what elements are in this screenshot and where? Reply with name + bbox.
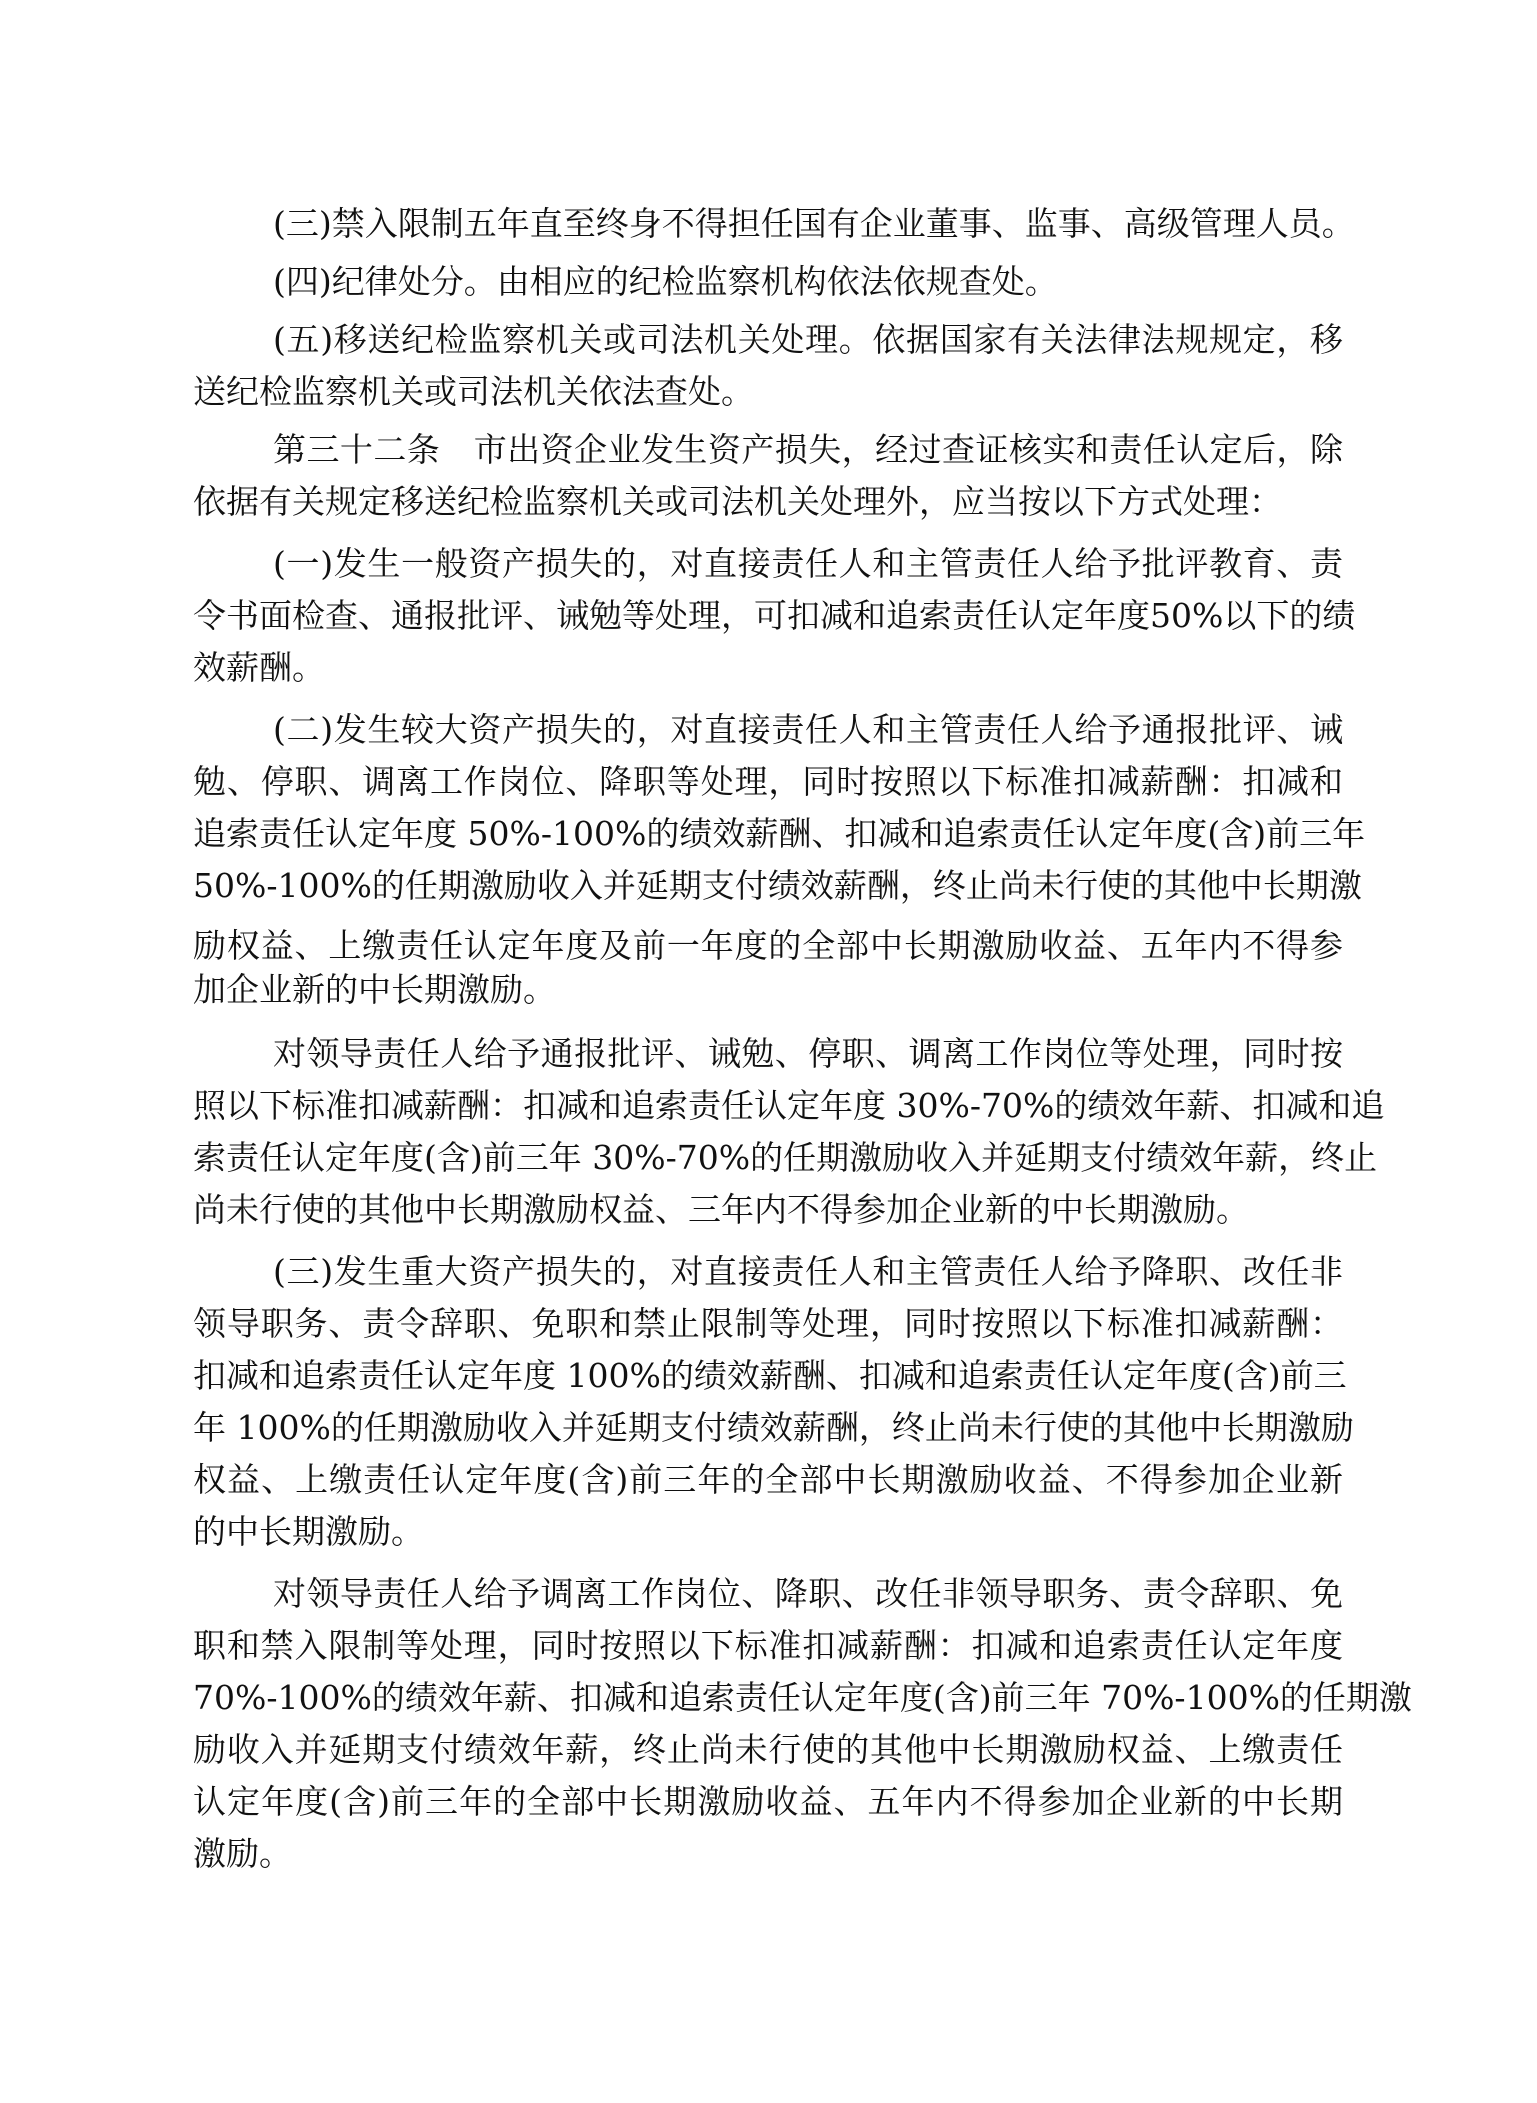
text-line: 对领导责任人给予通报批评、诫勉、停职、调离工作岗位等处理，同时按 [273,1034,1343,1073]
text-line: 的中长期激励。 [193,1512,424,1551]
paragraph-article-32 [193,424,1343,528]
text-line: 年 100%的任期激励收入并延期支付绩效薪酬，终止尚未行使的其他中长期激励 [193,1408,1354,1447]
text-line: (四)纪律处分。由相应的纪检监察机构依法依规查处。 [273,262,1058,301]
text-line: 激励。 [193,1834,292,1873]
text-line: 权益、上缴责任认定年度(含)前三年的全部中长期激励收益、不得参加企业新 [193,1460,1343,1499]
text-line: 领导职务、责令辞职、免职和禁止限制等处理，同时按照以下标准扣减薪酬： [193,1304,1343,1343]
text-line: 送纪检监察机关或司法机关依法查处。 [193,372,754,411]
text-line: 索责任认定年度(含)前三年 30%-70%的任期激励收入并延期支付绩效年薪，终止 [193,1138,1378,1177]
text-line: 70%-100%的绩效年薪、扣减和追索责任认定年度(含)前三年 70%-100%的任期激 [193,1678,1412,1717]
paragraph-leadership-major [193,1028,1385,1236]
text-line: 50%-100%的任期激励收入并延期支付绩效薪酬，终止尚未行使的其他中长期激 [193,866,1362,905]
text-line: (三)发生重大资产损失的，对直接责任人和主管责任人给予降职、改任非 [273,1252,1343,1291]
text-line: (一)发生一般资产损失的，对直接责任人和主管责任人给予批评教育、责 [273,544,1343,583]
paragraph-transfer [193,314,1343,418]
text-line: 励收入并延期支付绩效年薪，终止尚未行使的其他中长期激励权益、上缴责任 [193,1730,1343,1769]
document-body [193,198,1412,1880]
text-line: 效薪酬。 [193,648,325,687]
text-line: 勉、停职、调离工作岗位、降职等处理，同时按照以下标准扣减薪酬：扣减和 [193,762,1343,801]
paragraph-disqualification [193,198,1355,250]
text-line: 尚未行使的其他中长期激励权益、三年内不得参加企业新的中长期激励。 [193,1190,1249,1229]
text-line: (三)禁入限制五年直至终身不得担任国有企业董事、监事、高级管理人员。 [273,204,1355,243]
text-line: 励权益、上缴责任认定年度及前一年度的全部中长期激励收益、五年内不得参 [193,926,1343,965]
paragraph-major-loss [193,704,1366,1016]
text-line: 加企业新的中长期激励。 [193,970,556,1009]
text-line: 对领导责任人给予调离工作岗位、降职、改任非领导职务、责令辞职、免 [273,1574,1343,1613]
paragraph-discipline [193,256,1343,308]
text-line: 依据有关规定移送纪检监察机关或司法机关处理外，应当按以下方式处理： [193,482,1282,521]
text-line: 照以下标准扣减薪酬：扣减和追索责任认定年度 30%-70%的绩效年薪、扣减和追 [193,1086,1385,1125]
text-line: 认定年度(含)前三年的全部中长期激励收益、五年内不得参加企业新的中长期 [193,1782,1343,1821]
text-line: 第三十二条 市出资企业发生资产损失，经过查证核实和责任认定后，除 [273,430,1343,469]
text-line: (五)移送纪检监察机关或司法机关处理。依据国家有关法律法规规定，移 [273,320,1343,359]
text-line: 职和禁入限制等处理，同时按照以下标准扣减薪酬：扣减和追索责任认定年度 [193,1626,1343,1665]
text-line: 令书面检查、通报批评、诫勉等处理，可扣减和追索责任认定年度50%以下的绩 [193,596,1356,635]
paragraph-general-loss [193,538,1356,694]
text-line: (二)发生较大资产损失的，对直接责任人和主管责任人给予通报批评、诫 [273,710,1343,749]
text-line: 扣减和追索责任认定年度 100%的绩效薪酬、扣减和追索责任认定年度(含)前三 [193,1356,1347,1395]
paragraph-severe-loss [193,1246,1354,1558]
text-line: 追索责任认定年度 50%-100%的绩效薪酬、扣减和追索责任认定年度(含)前三年 [193,814,1366,853]
paragraph-leadership-severe [193,1568,1412,1880]
